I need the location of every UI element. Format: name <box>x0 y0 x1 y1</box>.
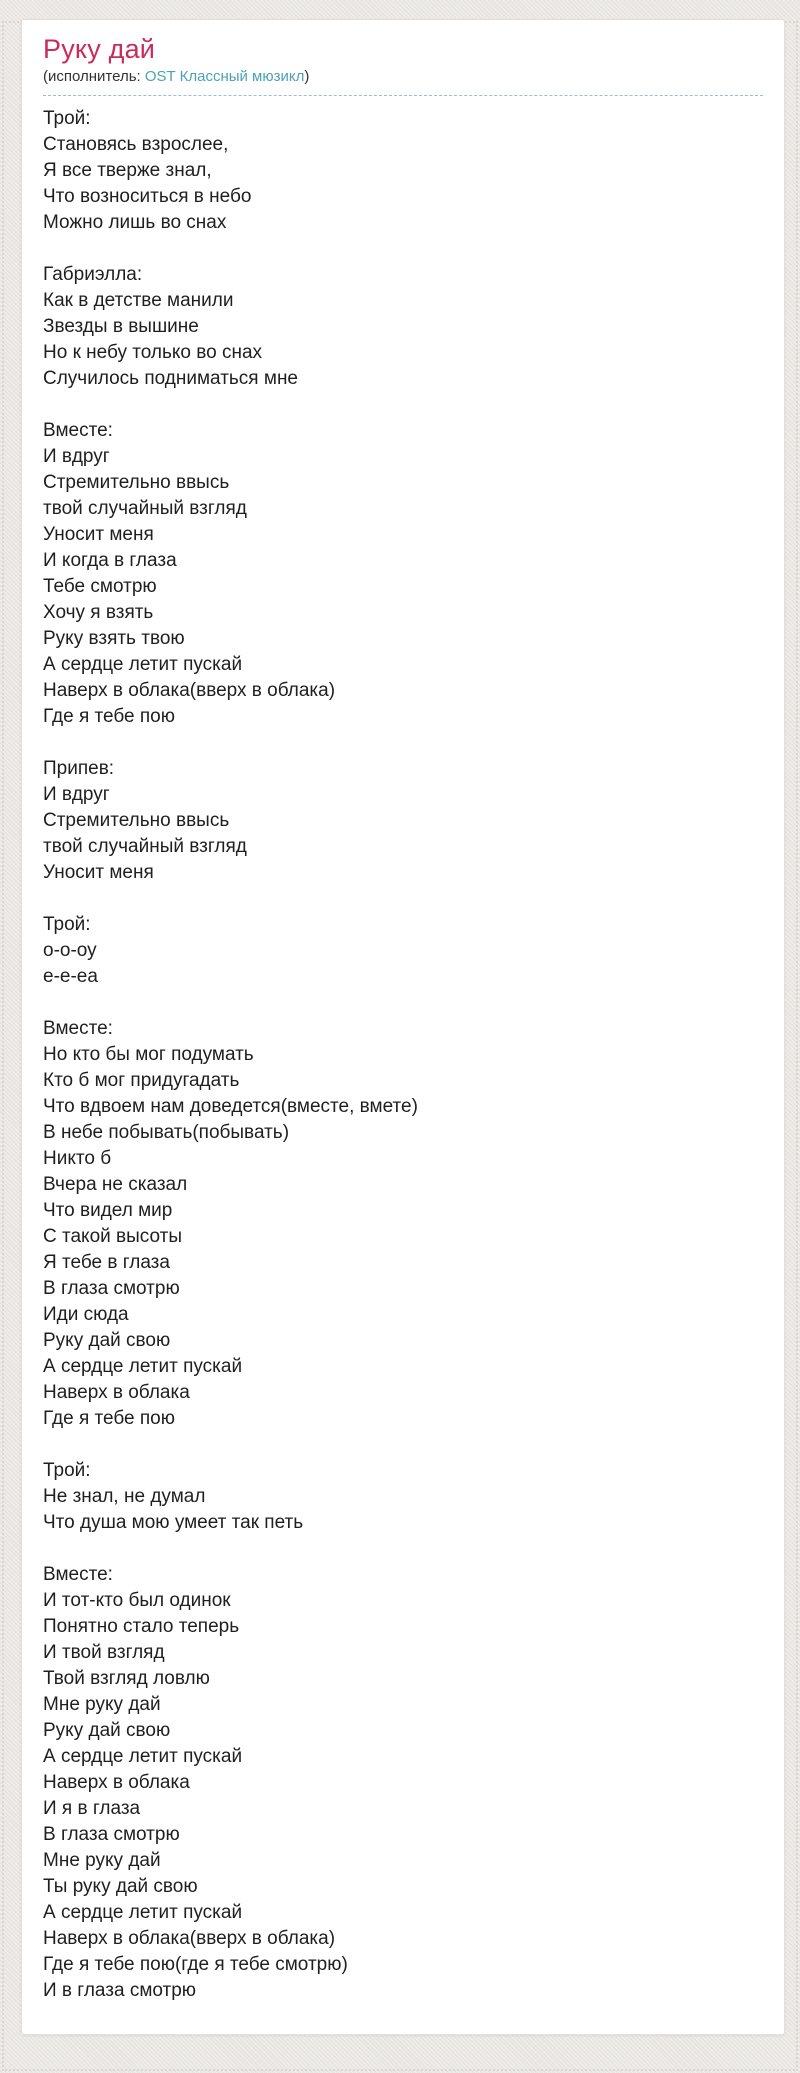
stanza <box>43 262 763 392</box>
lyrics-line: С такой высоты <box>43 1226 183 1247</box>
lyrics-line: Кто б мог придугадать <box>43 1070 240 1091</box>
artist-label: (исполнитель: <box>43 68 145 85</box>
lyrics-line: Звезды в вышине <box>43 316 199 337</box>
lyrics-line: Наверх в облака(вверх в облака) <box>43 680 336 701</box>
lyrics-line: твой случайный взгляд <box>43 498 247 519</box>
stanza <box>43 418 763 730</box>
lyrics-line: Наверх в облака(вверх в облака) <box>43 1928 336 1949</box>
stanza <box>43 1562 763 2004</box>
lyrics-line: Случилось подниматься мне <box>43 368 298 389</box>
lyrics-line: Но кто бы мог подумать <box>43 1044 254 1065</box>
artist-line <box>43 67 763 86</box>
lyrics-line: В небе побывать(побывать) <box>43 1122 290 1143</box>
lyrics-line: Где я тебе пою <box>43 706 175 727</box>
stanza <box>43 912 763 990</box>
lyrics-line: Трой: <box>43 1460 91 1481</box>
lyrics-line: Трой: <box>43 914 91 935</box>
lyrics <box>43 106 763 2004</box>
lyrics-card <box>21 19 785 2035</box>
lyrics-line: Припев: <box>43 758 115 779</box>
lyrics-line: Стремительно ввысь <box>43 472 230 493</box>
lyrics-line: В глаза смотрю <box>43 1278 180 1299</box>
lyrics-line: И тот-кто был одинок <box>43 1590 231 1611</box>
lyrics-line: Руку дай свою <box>43 1330 171 1351</box>
lyrics-line: Габриэлла: <box>43 264 143 285</box>
lyrics-line: Руку взять твою <box>43 628 185 649</box>
lyrics-line: Понятно стало теперь <box>43 1616 240 1637</box>
artist-link[interactable]: OST Классный мюзикл <box>144 68 305 85</box>
lyrics-line: Вместе: <box>43 420 113 441</box>
lyrics-line: Что видел мир <box>43 1200 173 1221</box>
lyrics-line: Твой взгляд ловлю <box>43 1668 210 1689</box>
lyrics-line: твой случайный взгляд <box>43 836 247 857</box>
stanza <box>43 106 763 236</box>
lyrics-line: Вместе: <box>43 1564 113 1585</box>
lyrics-line: Наверх в облака <box>43 1382 190 1403</box>
lyrics-line: И в глаза смотрю <box>43 1980 197 2001</box>
lyrics-line: Уносит меня <box>43 862 154 883</box>
lyrics-line: И вдруг <box>43 784 110 805</box>
lyrics-line: Мне руку дай <box>43 1850 161 1871</box>
lyrics-line: И вдруг <box>43 446 110 467</box>
lyrics-line: Что возноситься в небо <box>43 186 252 207</box>
lyrics-line: Трой: <box>43 108 91 129</box>
lyrics-line: Становясь взрослее, <box>43 134 229 155</box>
stanza <box>43 1016 763 1432</box>
lyrics-line: И когда в глаза <box>43 550 177 571</box>
lyrics-line: А сердце летит пускай <box>43 1356 243 1377</box>
lyrics-line: А сердце летит пускай <box>43 654 243 675</box>
lyrics-line: Наверх в облака <box>43 1772 190 1793</box>
lyrics-line: Мне руку дай <box>43 1694 161 1715</box>
lyrics-line: о-о-оу <box>43 940 97 961</box>
lyrics-line: Вчера не сказал <box>43 1174 188 1195</box>
stanza <box>43 756 763 886</box>
lyrics-line: Руку дай свою <box>43 1720 171 1741</box>
lyrics-line: И твой взгляд <box>43 1642 165 1663</box>
lyrics-line: Хочу я взять <box>43 602 154 623</box>
lyrics-line: Никто б <box>43 1148 112 1169</box>
lyrics-line: Иди сюда <box>43 1304 129 1325</box>
stanza <box>43 1458 763 1536</box>
lyrics-line: Где я тебе пою <box>43 1408 175 1429</box>
lyrics-line: Как в детстве манили <box>43 290 234 311</box>
song-title: Руку дай <box>43 34 156 64</box>
lyrics-line: Но к небу только во снах <box>43 342 263 363</box>
lyrics-line: Я тебе в глаза <box>43 1252 170 1273</box>
lyrics-line: Уносит меня <box>43 524 154 545</box>
lyrics-line: Вместе: <box>43 1018 113 1039</box>
header-separator <box>43 86 763 96</box>
lyrics-line: Можно лишь во снах <box>43 212 227 233</box>
lyrics-line: В глаза смотрю <box>43 1824 180 1845</box>
lyrics-line: Что душа мою умеет так петь <box>43 1512 304 1533</box>
lyrics-line: Где я тебе пою(где я тебе смотрю) <box>43 1954 348 1975</box>
lyrics-line: Я все тверже знал, <box>43 160 212 181</box>
lyrics-line: Не знал, не думал <box>43 1486 206 1507</box>
lyrics-line: Ты руку дай свою <box>43 1876 198 1897</box>
lyrics-line: Стремительно ввысь <box>43 810 230 831</box>
lyrics-line: А сердце летит пускай <box>43 1746 243 1767</box>
lyrics-line: е-е-еа <box>43 966 98 987</box>
lyrics-line: И я в глаза <box>43 1798 141 1819</box>
lyrics-line: Тебе смотрю <box>43 576 157 597</box>
lyrics-line: Что вдвоем нам доведется(вместе, вмете) <box>43 1096 418 1117</box>
lyrics-line: А сердце летит пускай <box>43 1902 243 1923</box>
artist-close-paren: ) <box>304 68 310 85</box>
